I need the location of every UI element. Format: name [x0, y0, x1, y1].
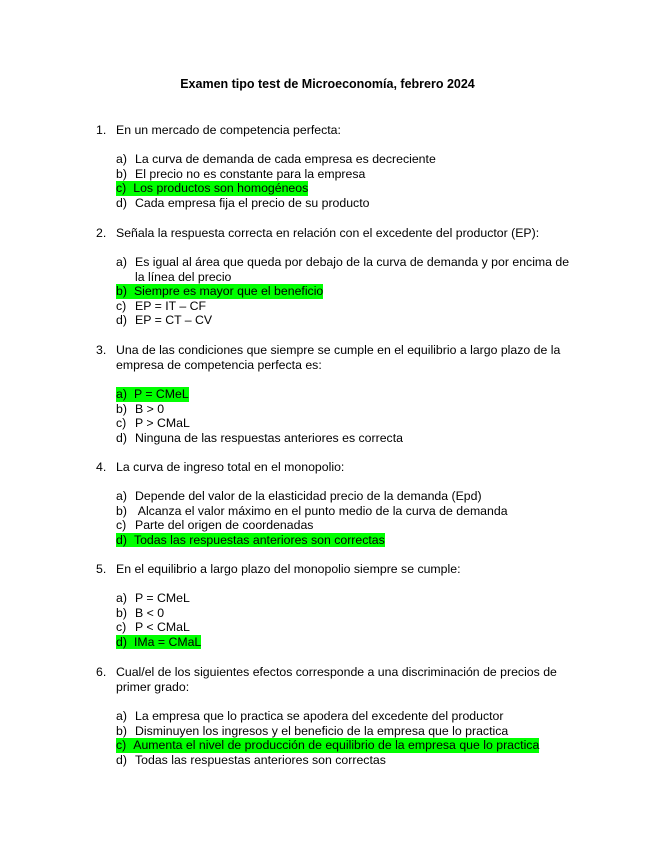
- option-b: b) Alcanza el valor máximo en el punto medio de la curva de demanda: [116, 503, 508, 518]
- option-d-correct: d) Todas las respuestas anteriores son correctas: [116, 532, 385, 547]
- option-c-correct: c) Los productos son homogéneos: [116, 181, 309, 196]
- question-text: Una de las condiciones que siempre se cumple en el equilibrio a largo plazo de la empresa de competencia perfecta es:: [116, 343, 561, 372]
- question-text: En el equilibrio a largo plazo del monopolio siempre se cumple:: [116, 562, 461, 576]
- option-c: c) EP = IT – CF: [116, 298, 206, 313]
- question-5: [96, 562, 576, 649]
- question-2: [96, 226, 576, 328]
- question-6: [96, 665, 576, 767]
- option-d: d) Ninguna de las respuestas anteriores es correcta: [116, 430, 403, 445]
- question-4: [96, 460, 576, 547]
- question-text: La curva de ingreso total en el monopolio:: [116, 460, 345, 474]
- option-b-correct: b) Siempre es mayor que el beneficio: [116, 284, 324, 299]
- option-d: d) Todas las respuestas anteriores son correctas: [116, 752, 386, 767]
- option-c: c) P > CMaL: [116, 416, 190, 431]
- option-c: c) P < CMaL: [116, 620, 190, 635]
- question-text: Cual/el de los siguientes efectos corresponde a una discriminación de precios de primer grado:: [116, 665, 557, 694]
- option-c-correct: c) Aumenta el nivel de producción de equilibrio de la empresa que lo practica: [116, 738, 540, 753]
- option-a: a) Es igual al área que queda por debajo de la curva de demanda y por encima de la línea del precio: [116, 255, 570, 284]
- option-d-correct: d) IMa = CMaL: [116, 634, 202, 649]
- question-number: 5.: [96, 562, 107, 576]
- option-b: b) Disminuyen los ingresos y el beneficio de la empresa que lo practica: [116, 723, 509, 738]
- option-a: a) La curva de demanda de cada empresa es decreciente: [116, 152, 436, 166]
- question-number: 2.: [96, 226, 107, 240]
- option-a-correct: a) P = CMeL: [116, 387, 189, 401]
- option-a: a) La empresa que lo practica se apodera del excedente del productor: [116, 709, 504, 723]
- option-b: b) B > 0: [116, 401, 165, 416]
- option-b: b) El precio no es constante para la empresa: [116, 166, 366, 181]
- option-a: a) P = CMeL: [116, 591, 190, 605]
- question-text: Señala la respuesta correcta en relación con el excedente del productor (EP):: [116, 226, 540, 240]
- option-d: d) EP = CT – CV: [116, 313, 213, 328]
- question-text: En un mercado de competencia perfecta:: [116, 123, 341, 137]
- option-b: b) B < 0: [116, 605, 165, 620]
- question-number: 4.: [96, 460, 107, 474]
- question-1: [96, 123, 576, 210]
- question-number: 6.: [96, 665, 107, 679]
- option-a: a) Depende del valor de la elasticidad precio de la demanda (Epd): [116, 489, 482, 503]
- option-c: c) Parte del origen de coordenadas: [116, 518, 314, 533]
- exam-title: Examen tipo test de Microeconomía, febrero 2024: [180, 77, 475, 91]
- question-number: 1.: [96, 123, 107, 137]
- option-d: d) Cada empresa fija el precio de su producto: [116, 195, 370, 210]
- question-number: 3.: [96, 343, 107, 357]
- question-3: [96, 343, 576, 445]
